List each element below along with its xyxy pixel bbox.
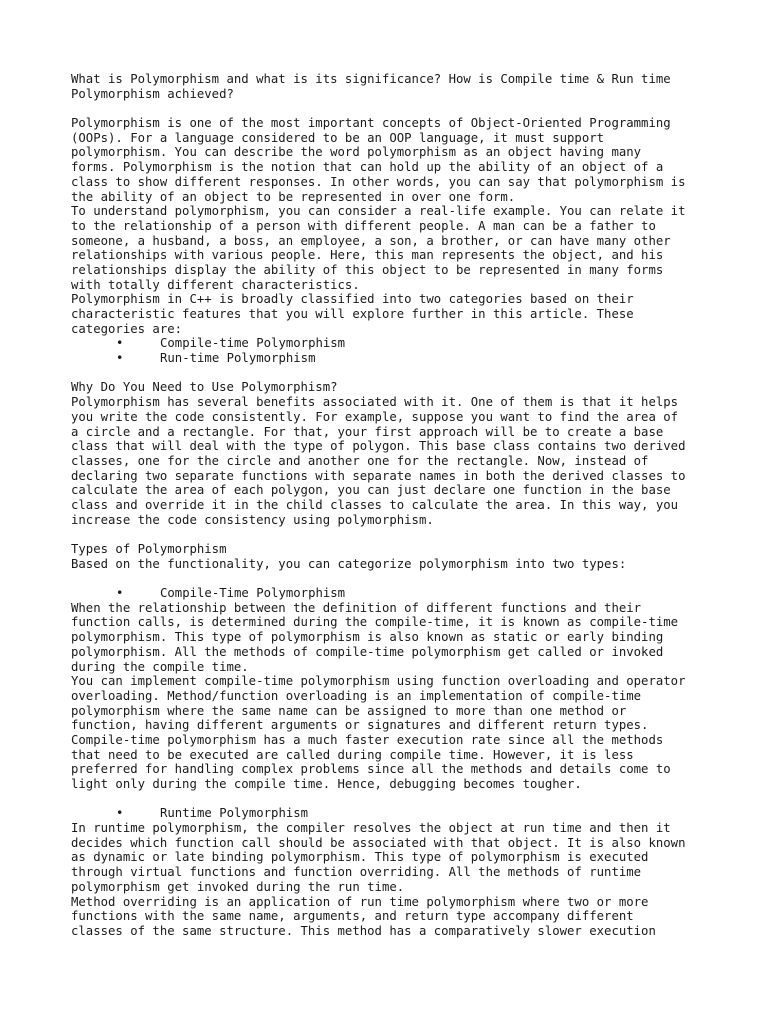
text-line: Compile-time polymorphism has a much faster execution rate since all the methods <box>71 732 664 747</box>
blank-line <box>71 366 711 381</box>
bullet-text: Compile-Time Polymorphism <box>160 586 346 601</box>
text-line: increase the code consistency using polymorphism. <box>71 512 434 527</box>
text-line: to the relationship of a person with different people. A man can be a father to <box>71 218 656 233</box>
blank-line <box>71 792 711 807</box>
text-line: function calls, is determined during the compile-time, it is known as compile-time <box>71 615 679 630</box>
text-line: with totally different characteristics. <box>71 277 360 292</box>
blank-line <box>71 571 711 586</box>
text-line: Method overriding is an application of run time polymorphism where two or more <box>71 894 649 909</box>
text-line: through virtual functions and function overriding. All the methods of runtime <box>71 865 642 880</box>
blank-line <box>71 101 711 116</box>
text-line: polymorphism get invoked during the run time. <box>71 879 405 894</box>
text-line: declaring two separate functions with separate names in both the derived classes to <box>71 468 686 483</box>
document-page <box>71 72 711 939</box>
text-line: preferred for handling complex problems since all the methods and details come to <box>71 762 671 777</box>
text-line: you write the code consistently. For example, suppose you want to find the area of <box>71 409 679 424</box>
bullet-item <box>71 806 711 821</box>
text-line: polymorphism. All the methods of compile-time polymorphism get called or invoked <box>71 644 664 659</box>
text-line: class and override it in the child classes to calculate the area. In this way, you <box>71 497 679 512</box>
bullet-icon: • <box>116 351 124 366</box>
text-line: categories are: <box>71 321 183 336</box>
text-line: Polymorphism is one of the most important concepts of Object-Oriented Programming <box>71 116 671 131</box>
text-line: Polymorphism has several benefits associated with it. One of them is that it helps <box>71 395 679 410</box>
text-line: someone, a husband, a boss, an employee, a son, a brother, or can have many other <box>71 233 671 248</box>
text-line: during the compile time. <box>71 659 249 674</box>
bullet-text: Compile-time Polymorphism <box>160 336 346 351</box>
text-line: functions with the same name, arguments, and return type accompany different <box>71 909 634 924</box>
text-line: characteristic features that you will explore further in this article. These <box>71 307 634 321</box>
text-line: To understand polymorphism, you can consider a real-life example. You can relate it <box>71 204 686 219</box>
text-line: Types of Polymorphism <box>71 542 227 556</box>
text-line: class to show different responses. In other words, you can say that polymorphism is <box>71 174 686 189</box>
bullet-item <box>71 586 711 601</box>
text-line: You can implement compile-time polymorphism using function overloading and operator <box>71 674 686 689</box>
text-line: function, having different arguments or signatures and different return types. <box>71 718 649 733</box>
text-line: overloading. Method/function overloading is an implementation of compile-time <box>71 688 642 703</box>
text-line: When the relationship between the definition of different functions and their <box>71 600 642 615</box>
bullet-item <box>71 336 711 351</box>
text-line: (OOPs). For a language considered to be an OOP language, it must support <box>71 130 605 145</box>
text-line: polymorphism. This type of polymorphism is also known as static or early binding <box>71 630 664 645</box>
bullet-icon: • <box>116 586 124 601</box>
bullet-icon: • <box>116 806 124 821</box>
text-line: calculate the area of each polygon, you can just declare one function in the base <box>71 483 671 498</box>
text-line: classes of the same structure. This method has a comparatively slower execution <box>71 923 656 938</box>
text-line: Based on the functionality, you can categorize polymorphism into two types: <box>71 556 627 571</box>
bullet-item <box>71 351 711 366</box>
text-line: light only during the compile time. Hence, debugging becomes tougher. <box>71 777 582 791</box>
text-line: Polymorphism achieved? <box>71 86 234 101</box>
text-line: a circle and a rectangle. For that, your first approach will be to create a base <box>71 424 664 439</box>
text-line: classes, one for the circle and another one for the rectangle. Now, instead of <box>71 453 649 468</box>
text-line: the ability of an object to be represented in over one form. <box>71 189 516 204</box>
text-line: relationships with various people. Here, this man represents the object, and his <box>71 248 664 263</box>
bullet-text: Runtime Polymorphism <box>160 806 309 821</box>
text-line: as dynamic or late binding polymorphism. This type of polymorphism is executed <box>71 850 649 865</box>
text-line: In runtime polymorphism, the compiler resolves the object at run time and then it <box>71 821 671 836</box>
text-line: Polymorphism in C++ is broadly classified into two categories based on their <box>71 292 634 307</box>
text-line: Why Do You Need to Use Polymorphism? <box>71 380 338 395</box>
text-line: polymorphism. You can describe the word polymorphism as an object having many <box>71 145 642 160</box>
text-line: What is Polymorphism and what is its significance? How is Compile time & Run time <box>71 72 671 86</box>
bullet-text: Run-time Polymorphism <box>160 351 316 366</box>
text-line: class that will deal with the type of polygon. This base class contains two derived <box>71 439 686 454</box>
blank-line <box>71 527 711 542</box>
text-line: forms. Polymorphism is the notion that can hold up the ability of an object of a <box>71 160 664 175</box>
text-line: polymorphism where the same name can be assigned to more than one method or <box>71 703 627 718</box>
bullet-icon: • <box>116 336 124 351</box>
text-line: that need to be executed are called during compile time. However, it is less <box>71 747 634 762</box>
text-line: decides which function call should be associated with that object. It is also known <box>71 835 686 850</box>
text-line: relationships display the ability of this object to be represented in many forms <box>71 262 664 277</box>
